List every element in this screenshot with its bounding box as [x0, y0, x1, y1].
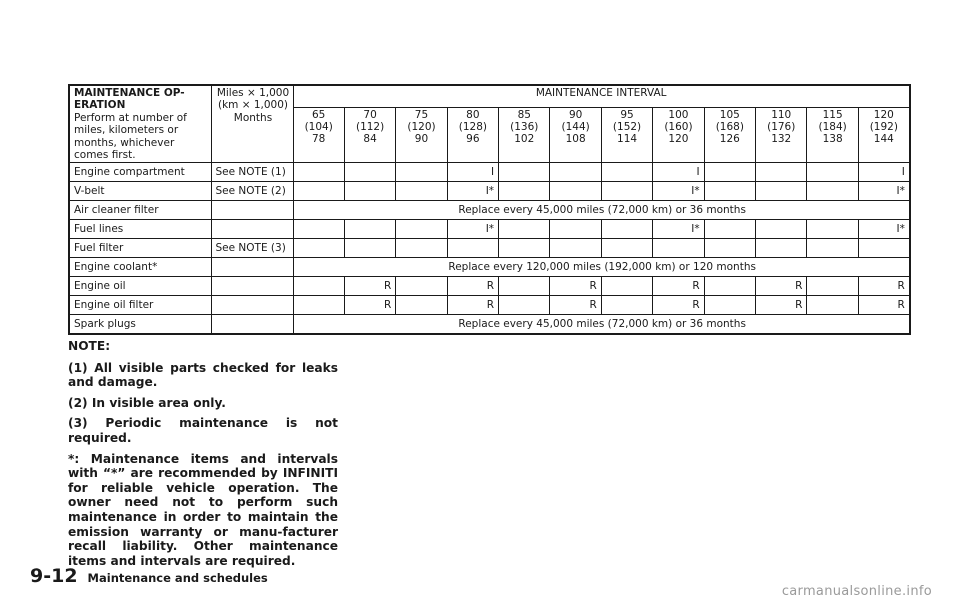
- row-interval-cell: [396, 182, 447, 201]
- row-note-ref: See NOTE (2): [211, 182, 293, 201]
- row-note-ref: [211, 258, 293, 277]
- row-interval-cell: [704, 296, 755, 315]
- row-interval-cell: [293, 220, 344, 239]
- note-2: (2) In visible area only.: [68, 395, 226, 410]
- row-interval-cell: R: [344, 296, 395, 315]
- interval-km: (112): [355, 120, 385, 133]
- row-interval-cell: [499, 163, 550, 182]
- section-title: Maintenance and schedules: [87, 571, 268, 585]
- interval-km: (176): [767, 120, 796, 133]
- operation-header-title: MAINTENANCE OP-ERATION: [74, 87, 185, 112]
- interval-col-5: [550, 107, 601, 163]
- note-1: (1) All visible parts checked for leaks and damage.: [68, 360, 338, 390]
- interval-km: (128): [458, 120, 487, 133]
- row-item-name: Air cleaner filter: [69, 201, 211, 220]
- row-item-name: Engine compartment: [69, 163, 211, 182]
- interval-km: (184): [818, 120, 847, 133]
- interval-months: 114: [617, 133, 638, 146]
- row-interval-cell: [344, 239, 395, 258]
- row-interval-cell: I*: [858, 220, 910, 239]
- row-item-name: Spark plugs: [69, 315, 211, 335]
- unit-km: (km × 1,000): [217, 99, 289, 112]
- interval-col-11: [858, 107, 910, 163]
- interval-miles: 100: [668, 108, 689, 121]
- row-interval-cell: [601, 182, 652, 201]
- interval-months: 126: [719, 133, 740, 146]
- interval-months: 132: [771, 133, 792, 146]
- row-interval-cell: [550, 220, 601, 239]
- table-row: [69, 182, 910, 201]
- row-interval-cell: [499, 182, 550, 201]
- row-interval-cell: R: [447, 296, 498, 315]
- table-row: [69, 220, 910, 239]
- row-interval-cell: [550, 182, 601, 201]
- row-interval-cell: [807, 239, 858, 258]
- interval-km: (192): [869, 120, 898, 133]
- row-interval-cell: R: [653, 277, 704, 296]
- interval-km: (152): [612, 120, 642, 133]
- row-interval-cell: [704, 163, 755, 182]
- table-row: [69, 239, 910, 258]
- row-item-name: V-belt: [69, 182, 211, 201]
- interval-km: (160): [664, 120, 693, 133]
- row-interval-cell: [550, 239, 601, 258]
- row-interval-cell: [807, 182, 858, 201]
- unit-header: [211, 85, 293, 163]
- interval-miles: 90: [568, 108, 583, 121]
- row-interval-cell: [807, 277, 858, 296]
- operation-header-desc: Perform at number of miles, kilometers or months, whichever comes first.: [74, 111, 187, 162]
- row-interval-cell: [396, 296, 447, 315]
- row-interval-cell: [807, 163, 858, 182]
- row-interval-cell: [601, 296, 652, 315]
- row-interval-cell: [858, 239, 910, 258]
- row-interval-cell: [293, 182, 344, 201]
- interval-miles: 105: [719, 108, 740, 121]
- table-row: [69, 315, 910, 335]
- row-interval-cell: [756, 220, 807, 239]
- interval-miles: 110: [771, 108, 792, 121]
- row-interval-cell: [704, 182, 755, 201]
- interval-col-0: [293, 107, 344, 163]
- row-replace-instruction: Replace every 45,000 miles (72,000 km) or 36 months: [293, 201, 910, 220]
- row-interval-cell: [396, 220, 447, 239]
- row-interval-cell: R: [756, 296, 807, 315]
- notes-heading: NOTE:: [68, 339, 111, 353]
- row-interval-cell: [704, 277, 755, 296]
- row-interval-cell: I*: [653, 220, 704, 239]
- interval-col-2: [396, 107, 447, 163]
- table-row: [69, 163, 910, 182]
- row-interval-cell: [756, 163, 807, 182]
- interval-col-6: [601, 107, 652, 163]
- row-interval-cell: I: [858, 163, 910, 182]
- row-interval-cell: R: [653, 296, 704, 315]
- unit-months: Months: [233, 111, 273, 124]
- interval-km: (120): [407, 120, 436, 133]
- interval-col-1: [344, 107, 395, 163]
- interval-col-4: [499, 107, 550, 163]
- row-interval-cell: [601, 163, 652, 182]
- page-number: 9-12: [30, 565, 78, 587]
- table-row: [69, 258, 910, 277]
- interval-header: MAINTENANCE INTERVAL: [293, 85, 910, 107]
- row-note-ref: [211, 315, 293, 335]
- row-interval-cell: [293, 163, 344, 182]
- row-note-ref: [211, 277, 293, 296]
- table-row: [69, 201, 910, 220]
- row-interval-cell: [499, 296, 550, 315]
- interval-col-7: [653, 107, 704, 163]
- maintenance-schedule-table: [68, 84, 911, 335]
- row-interval-cell: [756, 239, 807, 258]
- row-interval-cell: [550, 163, 601, 182]
- row-interval-cell: [344, 182, 395, 201]
- row-item-name: Fuel lines: [69, 220, 211, 239]
- row-interval-cell: [704, 239, 755, 258]
- row-interval-cell: R: [858, 296, 910, 315]
- interval-months: 138: [822, 133, 843, 146]
- row-interval-cell: [756, 182, 807, 201]
- row-interval-cell: I*: [653, 182, 704, 201]
- row-interval-cell: [601, 239, 652, 258]
- interval-miles: 120: [873, 108, 894, 121]
- interval-months: 108: [565, 133, 586, 146]
- interval-miles: 70: [363, 108, 377, 121]
- interval-km: (136): [510, 120, 539, 133]
- row-interval-cell: [396, 163, 447, 182]
- row-interval-cell: [653, 239, 704, 258]
- row-item-name: Engine oil filter: [69, 296, 211, 315]
- row-interval-cell: R: [344, 277, 395, 296]
- row-interval-cell: [499, 220, 550, 239]
- interval-km: (144): [561, 120, 590, 133]
- interval-col-9: [756, 107, 807, 163]
- notes-section: [68, 339, 338, 574]
- interval-km: (168): [715, 120, 744, 133]
- note-3: (3) Periodic maintenance is not required.: [68, 416, 338, 445]
- interval-km: (104): [304, 120, 333, 133]
- row-interval-cell: [344, 220, 395, 239]
- note-asterisk: *: Maintenance items and intervals with “*” are recommended by INFINITI for reliable vehicle operation. The owner need not to perform such maintenance in order to maintain the emission warranty or manu-facturer recall liability. Other maintenance items and intervals are required.: [68, 451, 338, 568]
- row-replace-instruction: Replace every 45,000 miles (72,000 km) or 36 months: [293, 315, 910, 335]
- page-footer: [30, 565, 268, 587]
- interval-months: 84: [363, 133, 377, 146]
- row-interval-cell: R: [447, 277, 498, 296]
- row-interval-cell: [447, 239, 498, 258]
- row-replace-instruction: Replace every 120,000 miles (192,000 km) or 120 months: [293, 258, 910, 277]
- row-interval-cell: [807, 296, 858, 315]
- unit-miles: Miles × 1,000: [216, 87, 290, 99]
- row-item-name: Fuel filter: [69, 239, 211, 258]
- interval-months: 96: [466, 133, 480, 146]
- row-interval-cell: [601, 277, 652, 296]
- row-interval-cell: [499, 277, 550, 296]
- interval-miles: 115: [822, 108, 843, 121]
- interval-col-10: [807, 107, 858, 163]
- header-row-1: [69, 85, 910, 107]
- interval-months: 90: [414, 133, 429, 146]
- row-interval-cell: [396, 277, 447, 296]
- row-note-ref: [211, 201, 293, 220]
- row-note-ref: See NOTE (1): [211, 163, 293, 182]
- row-interval-cell: I*: [858, 182, 910, 201]
- row-interval-cell: R: [858, 277, 910, 296]
- row-note-ref: [211, 220, 293, 239]
- row-interval-cell: I: [653, 163, 704, 182]
- interval-months: 144: [873, 133, 894, 146]
- row-interval-cell: I*: [447, 182, 498, 201]
- row-interval-cell: R: [550, 277, 601, 296]
- interval-miles: 80: [466, 108, 480, 121]
- row-interval-cell: [344, 163, 395, 182]
- table-row: [69, 296, 910, 315]
- interval-miles: 85: [517, 108, 531, 121]
- row-note-ref: [211, 296, 293, 315]
- interval-miles: 65: [312, 108, 326, 121]
- interval-col-8: [704, 107, 755, 163]
- row-interval-cell: [499, 239, 550, 258]
- interval-months: 120: [668, 133, 689, 146]
- row-interval-cell: [293, 239, 344, 258]
- row-interval-cell: [293, 296, 344, 315]
- row-interval-cell: [396, 239, 447, 258]
- row-item-name: Engine oil: [69, 277, 211, 296]
- interval-months: 78: [312, 133, 326, 146]
- watermark: carmanualsonline.info: [781, 584, 932, 599]
- row-interval-cell: R: [550, 296, 601, 315]
- interval-miles: 95: [620, 108, 634, 121]
- interval-col-3: [447, 107, 498, 163]
- row-interval-cell: [704, 220, 755, 239]
- table-row: [69, 277, 910, 296]
- row-note-ref: See NOTE (3): [211, 239, 293, 258]
- row-interval-cell: I: [447, 163, 498, 182]
- row-interval-cell: [807, 220, 858, 239]
- row-interval-cell: I*: [447, 220, 498, 239]
- interval-miles: 75: [414, 108, 429, 121]
- row-interval-cell: R: [756, 277, 807, 296]
- row-interval-cell: [601, 220, 652, 239]
- interval-months: 102: [514, 133, 535, 146]
- row-interval-cell: [293, 277, 344, 296]
- row-item-name: Engine coolant*: [69, 258, 211, 277]
- operation-header: [69, 85, 211, 163]
